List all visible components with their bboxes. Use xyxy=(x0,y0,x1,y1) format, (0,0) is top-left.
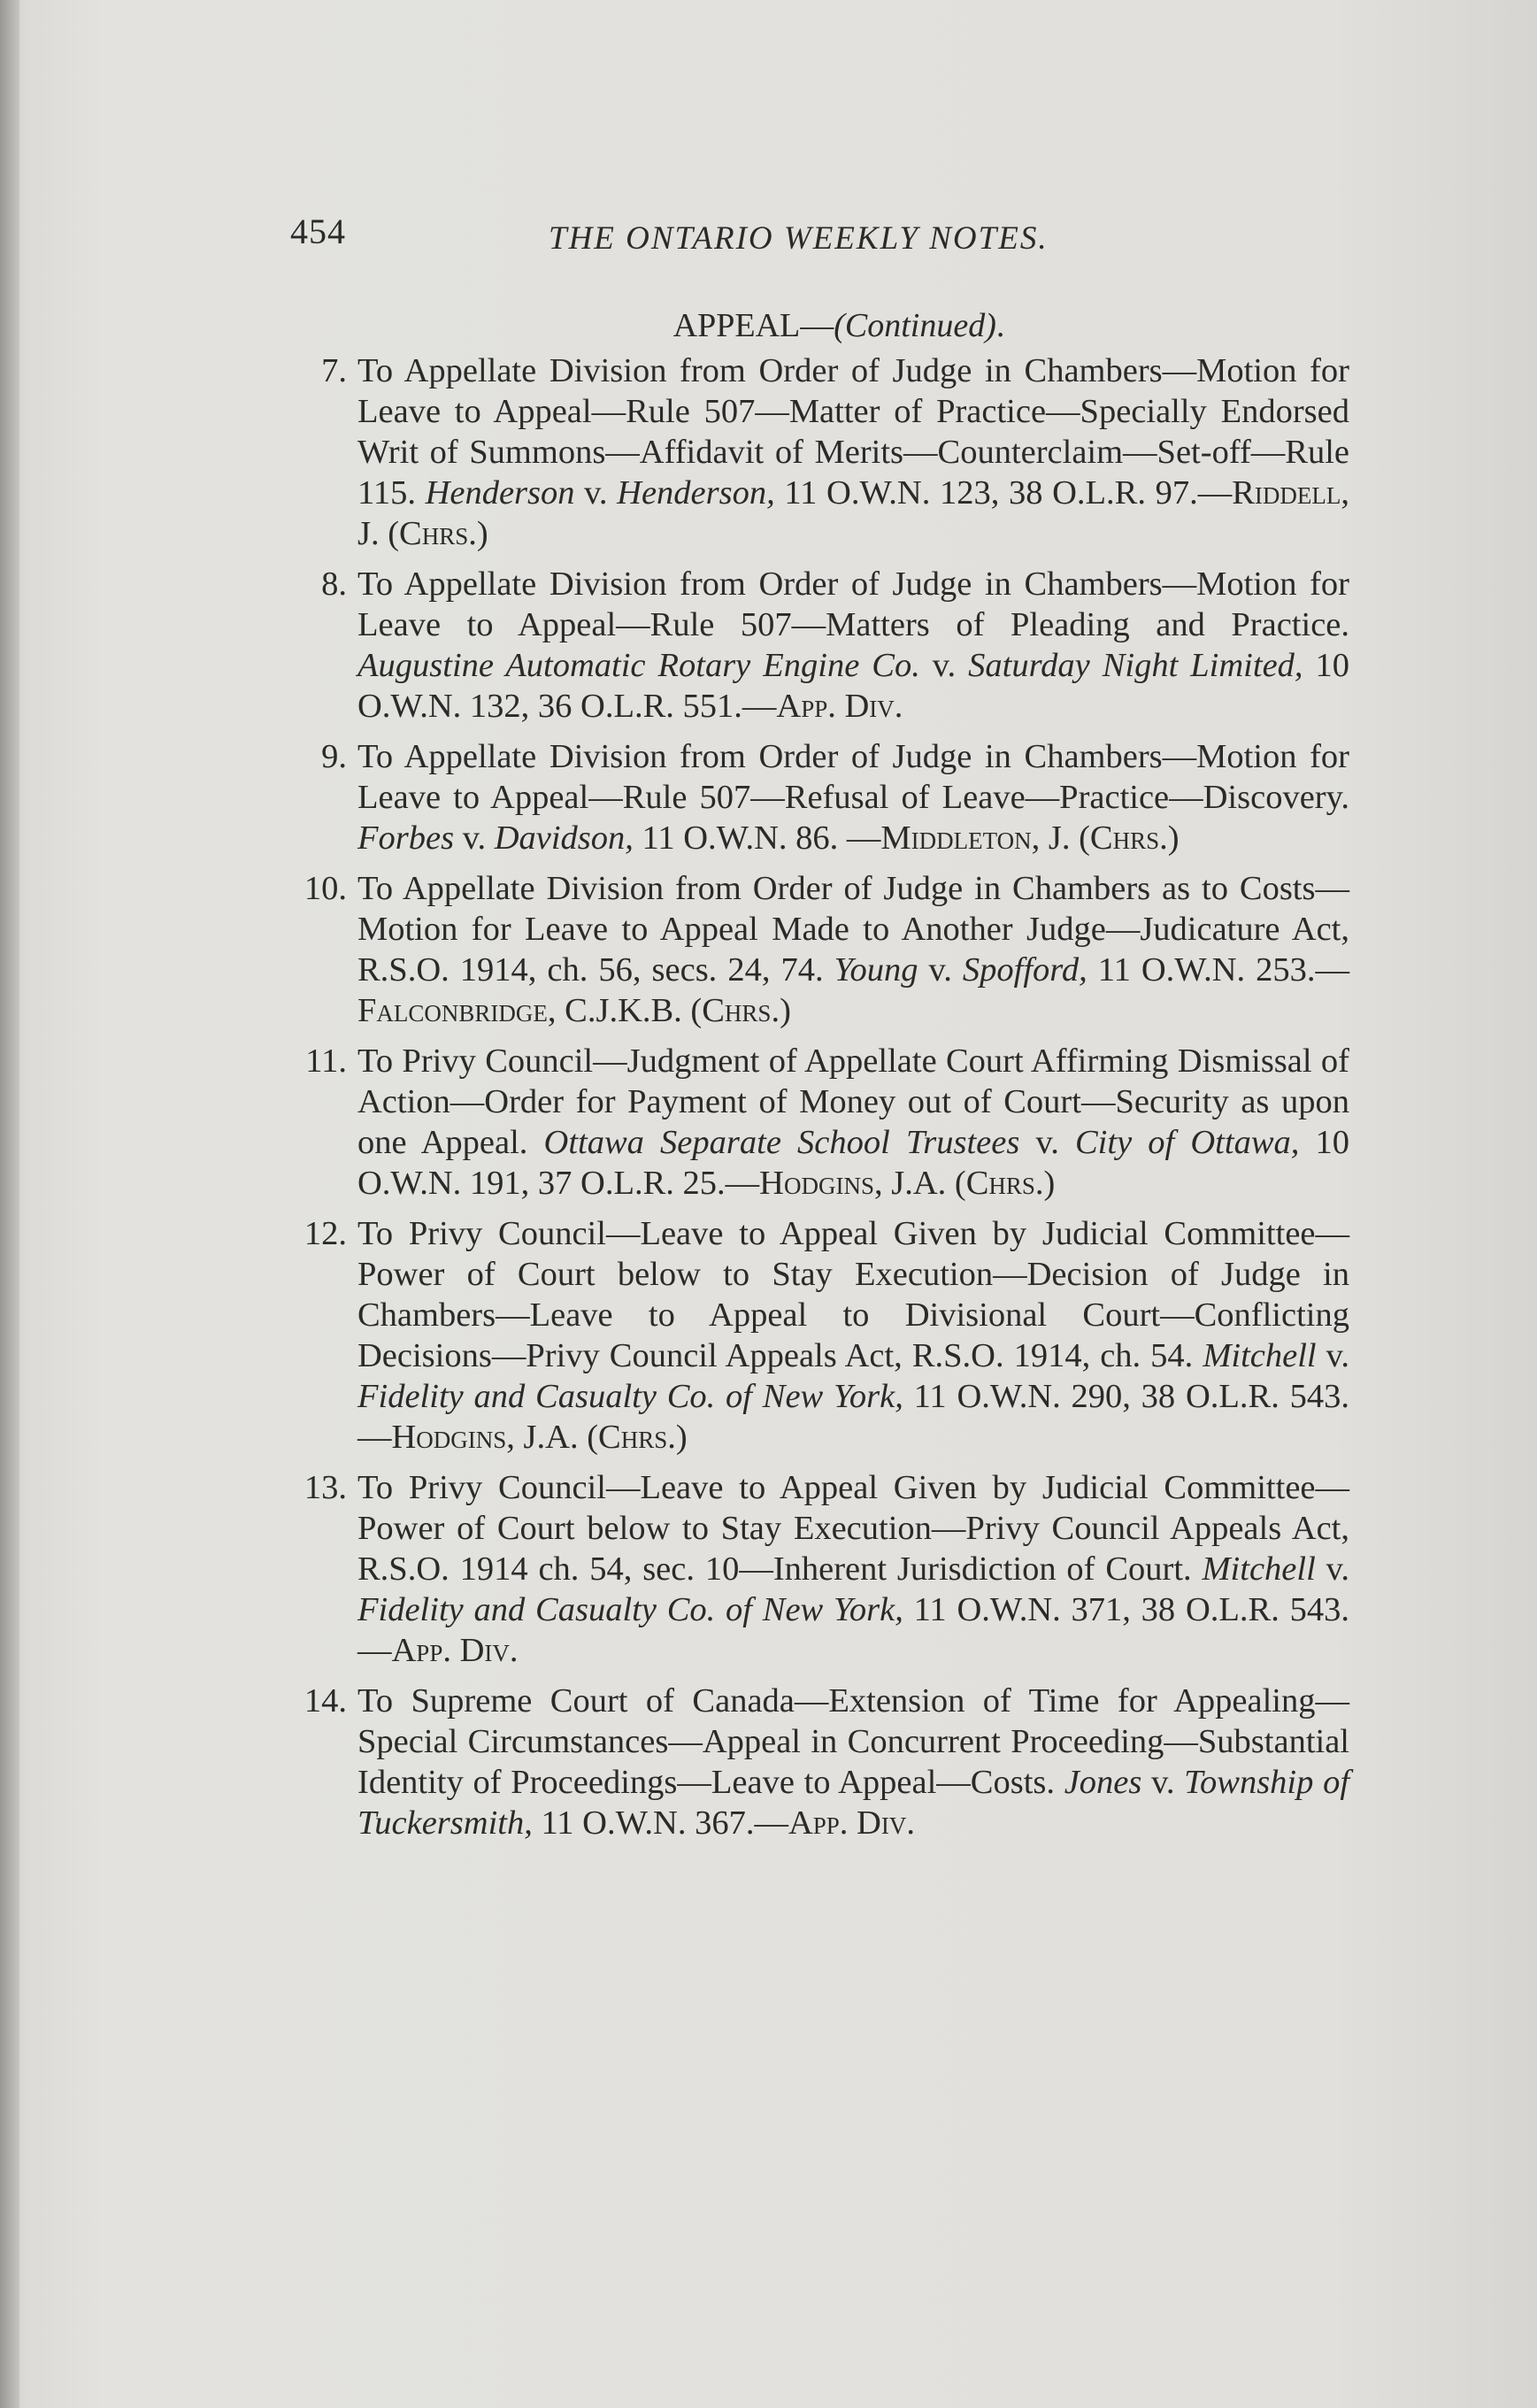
running-head xyxy=(290,211,1387,264)
section-heading-text: APPEAL— xyxy=(672,307,834,344)
case-name: Young xyxy=(834,951,918,989)
judge: Falconbridge, C.J.K.B. (Chrs.) xyxy=(357,992,791,1029)
case-name: Henderson xyxy=(425,474,575,512)
book-spine-shadow xyxy=(0,0,19,2408)
entry-number: 8. xyxy=(321,565,347,603)
case-name-second: Township of Tuckersmith, xyxy=(357,1764,1350,1842)
case-name: Augustine Automatic Rotary Engine Co. xyxy=(357,647,920,684)
versus: v. xyxy=(1141,1764,1185,1801)
citation: 11 O.W.N. 290, 38 O.L.R. 543.— xyxy=(357,1378,1349,1456)
list-item xyxy=(265,564,1349,727)
case-name-second: Saturday Night Limited, xyxy=(968,647,1303,684)
entry-number: 14. xyxy=(304,1682,347,1719)
case-name-second: Davidson, xyxy=(494,819,634,857)
versus: v. xyxy=(1316,1337,1349,1374)
versus: v. xyxy=(919,647,969,684)
versus: v. xyxy=(1315,1550,1349,1588)
entry-number: 13. xyxy=(304,1469,347,1506)
section-heading-continued: (Continued) xyxy=(834,307,996,344)
journal-title: THE ONTARIO WEEKLY NOTES. xyxy=(549,220,1049,257)
citation: 11 O.W.N. 86. — xyxy=(633,819,881,857)
list-item xyxy=(265,868,1349,1031)
citation: 11 O.W.N. 253.— xyxy=(1087,951,1350,989)
judge: App. Div. xyxy=(788,1804,915,1842)
entry-text: To Appellate Division from Order of Judge in Chambers as to Costs—Motion for Leave to Appeal Made to Another Judge—Judicature Act, R.S.O. 1914, ch. 56, secs. 24, 74. xyxy=(357,870,1349,989)
entry-text: To Privy Council—Leave to Appeal Given by Judicial Committee—Power of Court below to Stay Execution—Privy Council Appeals Act, R.S.O. 1914 ch. 54, sec. 10—Inherent Jurisdiction of Court. xyxy=(357,1469,1349,1588)
citation: 11 O.W.N. 371, 38 O.L.R. 543.— xyxy=(357,1591,1349,1669)
case-name-second: Fidelity and Casualty Co. of New York, xyxy=(357,1591,903,1628)
judge: Hodgins, J.A. (Chrs.) xyxy=(391,1419,688,1456)
case-name: Ottawa Separate School Trustees xyxy=(543,1124,1020,1161)
entry-text: To Supreme Court of Canada—Extension of Time for Appealing—Special Circumstances—Appeal in Concurrent Proceeding—Substantial Identity of Proceedings—Leave to Appeal—Costs. xyxy=(357,1682,1349,1801)
entry-text: To Appellate Division from Order of Judge in Chambers—Motion for Leave to Appeal—Rule 507—Refusal of Leave—Practice—Discovery. xyxy=(357,738,1349,816)
versus: v. xyxy=(1019,1124,1075,1161)
entry-text: To Privy Council—Leave to Appeal Given by Judicial Committee—Power of Court below to Stay Execution—Decision of Judge in Chambers—Leave to Appeal to Divisional Court—Conflicting Decisions—Privy Council Appeals Act, R.S.O. 1914, ch. 54. xyxy=(357,1215,1349,1374)
case-name-second: Henderson, xyxy=(617,474,775,512)
entry-number: 9. xyxy=(321,738,347,775)
citation: 10 O.W.N. 191, 37 O.L.R. 25.— xyxy=(357,1124,1350,1202)
list-item xyxy=(265,1681,1349,1843)
judge: Riddell, J. (Chrs.) xyxy=(357,474,1349,552)
entry-number: 11. xyxy=(305,1042,347,1080)
citation: 11 O.W.N. 123, 38 O.L.R. 97.— xyxy=(774,474,1233,512)
list-item xyxy=(265,1041,1349,1204)
section-heading xyxy=(290,306,1387,345)
judge: App. Div. xyxy=(776,688,903,725)
judge: Hodgins, J.A. (Chrs.) xyxy=(759,1165,1056,1202)
case-name-second: City of Ottawa, xyxy=(1075,1124,1300,1161)
case-name-second: Fidelity and Casualty Co. of New York, xyxy=(357,1378,903,1415)
citation: 10 O.W.N. 132, 36 O.L.R. 551.— xyxy=(357,647,1350,725)
list-item xyxy=(265,736,1349,858)
list-item xyxy=(265,1213,1349,1458)
entry-text: To Appellate Division from Order of Judge in Chambers—Motion for Leave to Appeal—Rule 507—Matters of Pleading and Practice. xyxy=(357,565,1349,643)
versus: v. xyxy=(574,474,618,512)
versus: v. xyxy=(918,951,963,989)
case-name: Jones xyxy=(1064,1764,1142,1801)
judge: Middleton, J. (Chrs.) xyxy=(880,819,1180,857)
section-heading-end: . xyxy=(995,307,1005,344)
case-name: Mitchell xyxy=(1203,1337,1317,1374)
page-number: 454 xyxy=(290,212,346,251)
entry-number: 12. xyxy=(304,1215,347,1252)
entry-text: To Appellate Division from Order of Judge in Chambers—Motion for Leave to Appeal—Rule 507—Matter of Practice—Specially Endorsed Writ of Summons—Affidavit of Merits—Counterclaim—Set-off—Rule 115. xyxy=(357,352,1349,512)
judge: App. Div. xyxy=(391,1632,519,1669)
entry-text: To Privy Council—Judgment of Appellate Court Affirming Dismissal of Action—Order for Payment of Money out of Court—Security as upon one Appeal. xyxy=(357,1042,1349,1161)
versus: v. xyxy=(454,819,495,857)
citation: 11 O.W.N. 367.— xyxy=(532,1804,788,1842)
list-item xyxy=(265,350,1349,554)
entry-list xyxy=(265,350,1349,1853)
case-name-second: Spofford, xyxy=(962,951,1087,989)
entry-number: 10. xyxy=(304,870,347,907)
case-name: Mitchell xyxy=(1202,1550,1316,1588)
list-item xyxy=(265,1467,1349,1671)
case-name: Forbes xyxy=(357,819,455,857)
entry-number: 7. xyxy=(321,352,347,389)
